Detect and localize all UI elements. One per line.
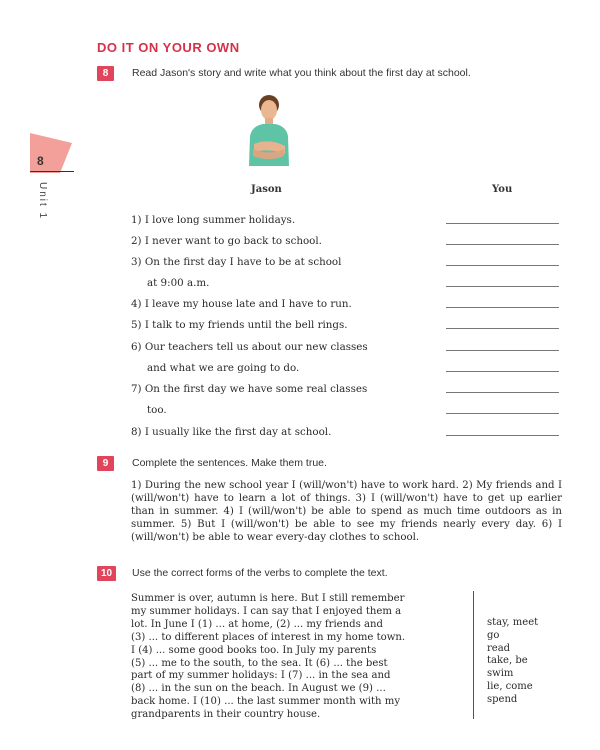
jason-photo — [245, 94, 293, 166]
exercise-10-instruction: Use the correct forms of the verbs to complete the text. — [132, 567, 388, 579]
verb-item: go — [487, 629, 500, 641]
exercise-8-badge: 8 — [97, 66, 114, 81]
tab-divider — [30, 171, 74, 172]
statement-7-cont: too. — [147, 404, 167, 416]
answer-line-6b[interactable] — [446, 371, 559, 372]
verb-item: stay, meet — [487, 617, 539, 628]
answer-line-5[interactable] — [446, 328, 559, 329]
answer-line-1[interactable] — [446, 223, 559, 224]
story-line: (3) ... to different places of interest in my home town. — [131, 631, 406, 643]
exercise-10-story — [131, 593, 463, 722]
verb-item: take, be — [487, 655, 528, 667]
answer-line-6[interactable] — [446, 350, 559, 351]
exercise-8-instruction: Read Jason's story and write what you think about the first day at school. — [132, 67, 471, 79]
story-line: my summer holidays. I can say that I enjoyed them a — [131, 605, 402, 617]
story-line: Summer is over, autumn is here. But I still remember — [131, 593, 405, 604]
statement-3-cont: at 9:00 a.m. — [147, 277, 210, 289]
exercise-9-text: 1) During the new school year I (will/won't) have to work hard. 2) My friends and I (will/won't) have to learn a lot of things. 3) I (will/won't) have to get up earlier than in summer. 4) I (will/won't) be able to spend as much time outdoors as in summer. 5) But I (will/won't) be able to see my friends nearly every day. 6) I (will/won't) be able to wear every-day clothes to school. — [131, 480, 562, 544]
story-line: part of my summer holidays: I (7) ... in the sea and — [131, 670, 391, 682]
statement-4: 4) I leave my house late and I have to run. — [131, 298, 352, 310]
page-number: 8 — [37, 154, 44, 168]
answer-line-8[interactable] — [446, 435, 559, 436]
column-header-jason: Jason — [251, 184, 282, 195]
statement-5: 5) I talk to my friends until the bell rings. — [131, 319, 348, 331]
statement-6: 6) Our teachers tell us about our new classes — [131, 341, 368, 353]
statement-1: 1) I love long summer holidays. — [131, 214, 296, 226]
verb-item: swim — [487, 668, 514, 680]
exercise-9-instruction: Complete the sentences. Make them true. — [132, 457, 327, 469]
story-line: back home. I (10) ... the last summer month with my — [131, 696, 401, 708]
section-title: DO IT ON YOUR OWN — [97, 40, 240, 55]
story-line: lot. In June I (1) ... at home, (2) ... my friends and — [131, 618, 383, 630]
statement-6-cont: and what we are going to do. — [147, 362, 300, 374]
statement-8: 8) I usually like the first day at school. — [131, 426, 332, 438]
story-line: (8) ... in the sun on the beach. In August we (9) ... — [131, 683, 386, 695]
verb-item: read — [487, 642, 511, 654]
story-line: I (4) ... some good books too. In July my parents — [131, 644, 377, 656]
exercise-10-badge: 10 — [97, 566, 116, 581]
verb-item: lie, come — [487, 680, 533, 692]
exercise-9-badge: 9 — [97, 456, 114, 471]
answer-line-4[interactable] — [446, 307, 559, 308]
story-line: (5) ... me to the south, to the sea. It (6) ... the best — [131, 657, 388, 669]
answer-line-2[interactable] — [446, 244, 559, 245]
verb-item: spend — [487, 693, 518, 705]
answer-line-3b[interactable] — [446, 286, 559, 287]
answer-line-7b[interactable] — [446, 413, 559, 414]
statement-2: 2) I never want to go back to school. — [131, 235, 322, 247]
verb-column-divider — [473, 591, 474, 719]
column-header-you: You — [492, 184, 513, 195]
statement-3: 3) On the first day I have to be at school — [131, 256, 342, 268]
answer-line-7[interactable] — [446, 392, 559, 393]
statement-7: 7) On the first day we have some real classes — [131, 383, 368, 395]
story-line: grandparents in their country house. — [131, 709, 321, 721]
verb-list — [487, 617, 538, 707]
answer-line-3[interactable] — [446, 265, 559, 266]
unit-label: Unit 1 — [37, 182, 48, 221]
